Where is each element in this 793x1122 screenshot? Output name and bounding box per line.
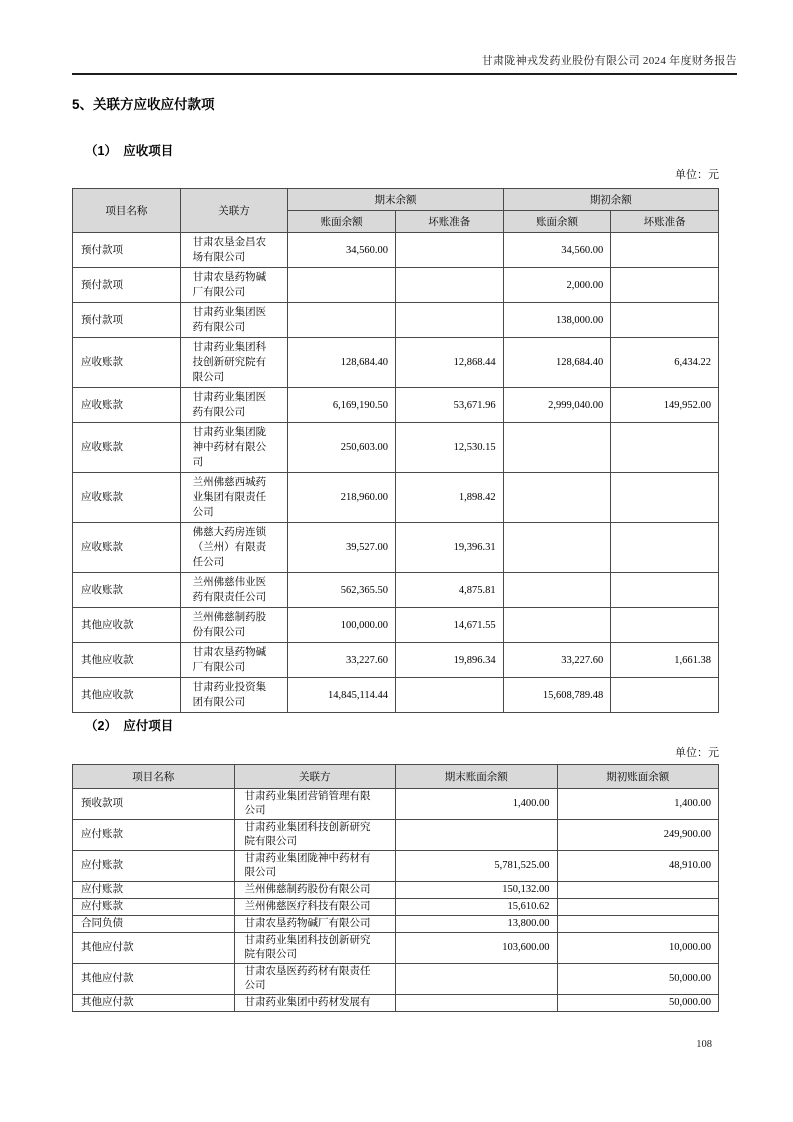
cell-end-balance: 13,800.00 [396, 916, 558, 933]
cell-party: 甘肃农垦医药药材有限责任公司 [234, 964, 396, 995]
col-header-related-party: 关联方 [234, 765, 396, 789]
cell-item: 预付款项 [73, 303, 181, 338]
cell-beg-balance: 48,910.00 [557, 851, 719, 882]
header-row [73, 765, 719, 789]
cell-party: 甘肃农垦药物碱厂有限公司 [234, 916, 396, 933]
cell-party: 甘肃药业集团医药有限公司 [180, 303, 288, 338]
cell-party: 甘肃药业投资集团有限公司 [180, 678, 288, 713]
cell-beg-bad [611, 473, 719, 523]
cell-end-bad: 12,868.44 [395, 338, 503, 388]
payables-table-head [73, 765, 719, 789]
cell-end-book: 14,845,114.44 [288, 678, 396, 713]
cell-beg-bad [611, 608, 719, 643]
table-row [73, 882, 719, 899]
cell-beg-balance: 50,000.00 [557, 964, 719, 995]
cell-end-book: 33,227.60 [288, 643, 396, 678]
col-header-ending-balance: 期末余额 [288, 189, 503, 211]
cell-end-bad: 19,396.31 [395, 523, 503, 573]
cell-item: 应付账款 [73, 851, 235, 882]
cell-end-book: 218,960.00 [288, 473, 396, 523]
cell-party: 甘肃药业集团陇神中药材有限公司 [234, 851, 396, 882]
cell-end-book [288, 268, 396, 303]
cell-end-bad: 1,898.42 [395, 473, 503, 523]
cell-item: 其他应付款 [73, 933, 235, 964]
table-row [73, 933, 719, 964]
subsection-receivables-title: （1） 应收项目 [85, 144, 174, 158]
cell-beg-balance [557, 899, 719, 916]
table-row [73, 233, 719, 268]
cell-end-balance [396, 995, 558, 1012]
table-row [73, 473, 719, 523]
cell-end-book: 39,527.00 [288, 523, 396, 573]
table-row [73, 678, 719, 713]
cell-item: 其他应付款 [73, 995, 235, 1012]
cell-party: 甘肃农垦药物碱厂有限公司 [180, 643, 288, 678]
table-row [73, 268, 719, 303]
subsection-payables-title: （2） 应付项目 [85, 719, 174, 733]
cell-beg-bad [611, 573, 719, 608]
cell-end-bad [395, 303, 503, 338]
unit-label-payables: 单位：元 [675, 747, 719, 759]
cell-beg-book: 34,560.00 [503, 233, 611, 268]
table-row [73, 916, 719, 933]
cell-end-bad [395, 233, 503, 268]
col-header-beginning-balance: 期初余额 [503, 189, 718, 211]
receivables-table [72, 188, 719, 713]
payables-table-body [73, 789, 719, 1012]
col-header-ending-book: 账面余额 [288, 211, 396, 233]
table-row [73, 851, 719, 882]
cell-party: 兰州佛慈医疗科技有限公司 [234, 899, 396, 916]
running-header [72, 52, 737, 68]
cell-item: 应付账款 [73, 820, 235, 851]
col-header-ending-baddebt: 坏账准备 [395, 211, 503, 233]
table-row [73, 964, 719, 995]
cell-beg-balance: 1,400.00 [557, 789, 719, 820]
cell-party: 甘肃药业集团医药有限公司 [180, 388, 288, 423]
page-number: 108 [696, 1039, 712, 1050]
cell-item: 其他应收款 [73, 608, 181, 643]
cell-beg-balance: 249,900.00 [557, 820, 719, 851]
cell-party: 甘肃农垦金昌农场有限公司 [180, 233, 288, 268]
header-row-groups [73, 189, 719, 211]
cell-beg-balance [557, 882, 719, 899]
table-row [73, 995, 719, 1012]
cell-party: 甘肃农垦药物碱厂有限公司 [180, 268, 288, 303]
cell-beg-balance: 10,000.00 [557, 933, 719, 964]
table-row [73, 423, 719, 473]
cell-end-bad: 53,671.96 [395, 388, 503, 423]
cell-party: 甘肃药业集团营销管理有限公司 [234, 789, 396, 820]
report-title: 甘肃陇神戎发药业股份有限公司 2024 年度财务报告 [481, 55, 737, 67]
col-header-beginning-baddebt: 坏账准备 [611, 211, 719, 233]
cell-end-balance: 103,600.00 [396, 933, 558, 964]
cell-item: 其他应付款 [73, 964, 235, 995]
cell-item: 应收账款 [73, 523, 181, 573]
col-header-item: 项目名称 [73, 765, 235, 789]
table-row [73, 820, 719, 851]
cell-item: 应收账款 [73, 473, 181, 523]
cell-item: 预收款项 [73, 789, 235, 820]
cell-beg-book: 33,227.60 [503, 643, 611, 678]
cell-end-balance [396, 964, 558, 995]
cell-beg-bad [611, 423, 719, 473]
table-row [73, 573, 719, 608]
cell-beg-bad: 6,434.22 [611, 338, 719, 388]
cell-beg-book [503, 523, 611, 573]
cell-beg-bad [611, 303, 719, 338]
cell-end-book: 128,684.40 [288, 338, 396, 388]
cell-item: 应收账款 [73, 423, 181, 473]
cell-beg-bad [611, 678, 719, 713]
cell-item: 应付账款 [73, 899, 235, 916]
payables-table [72, 764, 719, 1012]
cell-beg-bad: 1,661.38 [611, 643, 719, 678]
cell-end-book: 34,560.00 [288, 233, 396, 268]
cell-end-book: 562,365.50 [288, 573, 396, 608]
cell-party: 甘肃药业集团中药材发展有 [234, 995, 396, 1012]
cell-end-balance [396, 820, 558, 851]
cell-beg-book [503, 608, 611, 643]
cell-item: 其他应收款 [73, 678, 181, 713]
cell-item: 应付账款 [73, 882, 235, 899]
cell-beg-book: 2,999,040.00 [503, 388, 611, 423]
cell-beg-bad: 149,952.00 [611, 388, 719, 423]
cell-item: 应收账款 [73, 338, 181, 388]
col-header-ending-book-balance: 期末账面余额 [396, 765, 558, 789]
cell-item: 应收账款 [73, 388, 181, 423]
cell-party: 兰州佛慈制药股份有限公司 [234, 882, 396, 899]
cell-beg-book: 138,000.00 [503, 303, 611, 338]
cell-item: 应收账款 [73, 573, 181, 608]
cell-beg-book [503, 573, 611, 608]
header-rule [72, 73, 737, 75]
table-row [73, 523, 719, 573]
cell-end-bad: 12,530.15 [395, 423, 503, 473]
cell-end-book: 100,000.00 [288, 608, 396, 643]
cell-party: 兰州佛慈制药股份有限公司 [180, 608, 288, 643]
cell-end-balance: 150,132.00 [396, 882, 558, 899]
cell-end-bad: 4,875.81 [395, 573, 503, 608]
cell-party: 甘肃药业集团科技创新研究院有限公司 [234, 820, 396, 851]
cell-end-balance: 5,781,525.00 [396, 851, 558, 882]
cell-party: 佛慈大药房连锁（兰州）有限责任公司 [180, 523, 288, 573]
cell-party: 甘肃药业集团科技创新研究院有限公司 [180, 338, 288, 388]
cell-end-balance: 1,400.00 [396, 789, 558, 820]
cell-item: 预付款项 [73, 233, 181, 268]
cell-end-book: 250,603.00 [288, 423, 396, 473]
section-title: 5、关联方应收应付款项 [72, 97, 215, 112]
cell-beg-book: 2,000.00 [503, 268, 611, 303]
table-row [73, 338, 719, 388]
col-header-beginning-book-balance: 期初账面余额 [557, 765, 719, 789]
cell-beg-balance: 50,000.00 [557, 995, 719, 1012]
table-row [73, 643, 719, 678]
cell-end-book [288, 303, 396, 338]
col-header-beginning-book: 账面余额 [503, 211, 611, 233]
cell-beg-book [503, 473, 611, 523]
unit-label-receivables: 单位：元 [675, 169, 719, 181]
col-header-related-party: 关联方 [180, 189, 288, 233]
receivables-table-head [73, 189, 719, 233]
cell-party: 兰州佛慈伟业医药有限责任公司 [180, 573, 288, 608]
cell-end-balance: 15,610.62 [396, 899, 558, 916]
cell-beg-bad [611, 233, 719, 268]
cell-end-book: 6,169,190.50 [288, 388, 396, 423]
cell-item: 合同负债 [73, 916, 235, 933]
cell-party: 甘肃药业集团科技创新研究院有限公司 [234, 933, 396, 964]
cell-end-bad [395, 268, 503, 303]
col-header-item: 项目名称 [73, 189, 181, 233]
cell-item: 其他应收款 [73, 643, 181, 678]
cell-party: 甘肃药业集团陇神中药材有限公司 [180, 423, 288, 473]
cell-beg-book: 128,684.40 [503, 338, 611, 388]
receivables-table-body [73, 233, 719, 713]
table-row [73, 899, 719, 916]
cell-end-bad [395, 678, 503, 713]
cell-party: 兰州佛慈西城药业集团有限责任公司 [180, 473, 288, 523]
cell-beg-book [503, 423, 611, 473]
table-row [73, 608, 719, 643]
cell-end-bad: 14,671.55 [395, 608, 503, 643]
cell-beg-balance [557, 916, 719, 933]
cell-beg-bad [611, 523, 719, 573]
table-row [73, 789, 719, 820]
cell-item: 预付款项 [73, 268, 181, 303]
cell-beg-bad [611, 268, 719, 303]
table-row [73, 303, 719, 338]
cell-end-bad: 19,896.34 [395, 643, 503, 678]
table-row [73, 388, 719, 423]
cell-beg-book: 15,608,789.48 [503, 678, 611, 713]
